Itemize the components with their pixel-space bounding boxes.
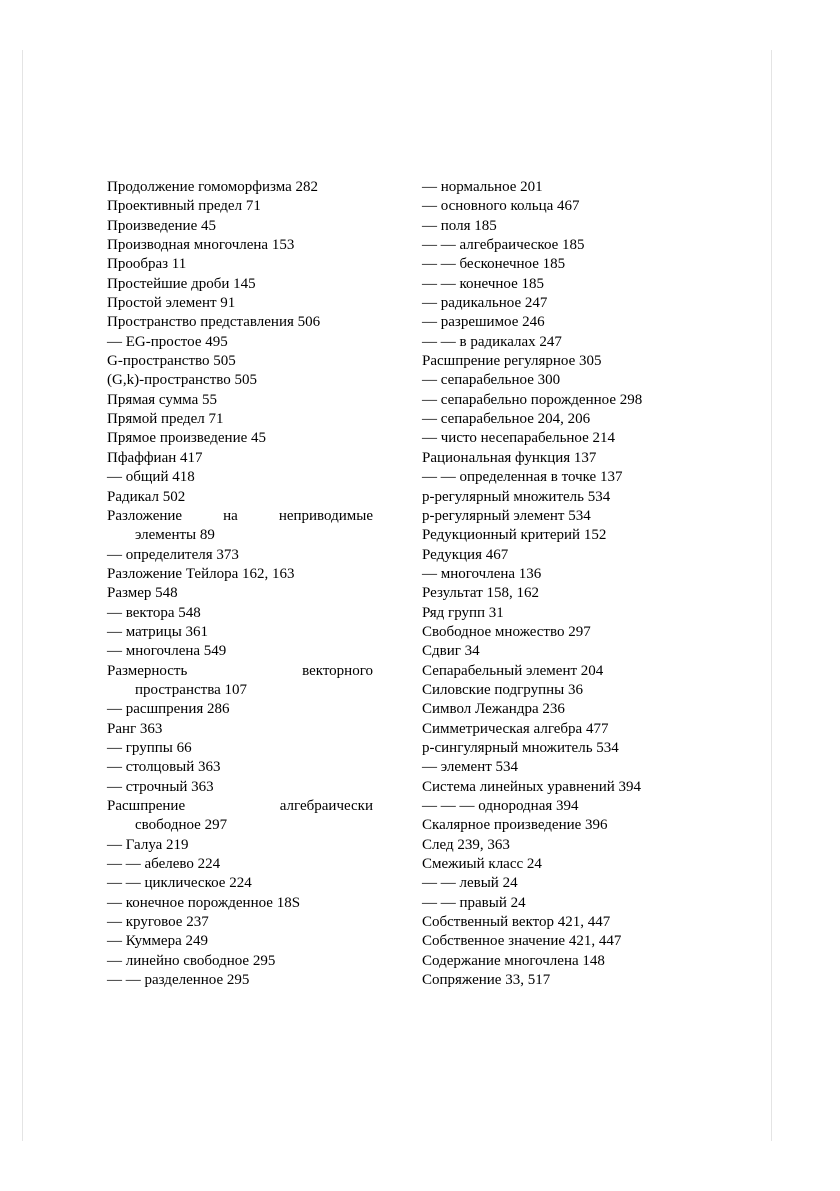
index-entry: Симметрическая алгебра 477	[422, 720, 609, 737]
index-entry: Содержание многочлена 148	[422, 952, 605, 969]
index-entry: — конечное порожденное 18S	[107, 894, 301, 911]
index-entry: Производная многочлена 153	[107, 237, 295, 254]
index-entry: Размерность векторного	[107, 662, 373, 679]
index-entry: — — определенная в точке 137	[422, 469, 623, 486]
index-entry: — матрицы 361	[107, 623, 209, 640]
index-entry: Ряд групп 31	[422, 604, 504, 621]
index-entry: — группы 66	[107, 739, 192, 756]
index-entry: Собственное значение 421, 447	[422, 933, 622, 950]
index-entry: Прямой предел 71	[107, 411, 224, 428]
index-entry: Пфаффиан 417	[107, 449, 203, 466]
index-entry: Проективный предел 71	[107, 198, 261, 215]
index-entry: — сепарабельно порожденное 298	[422, 391, 643, 408]
index-entry: p-регулярный элемент 534	[422, 507, 591, 524]
index-entry: Редукция 467	[422, 546, 509, 563]
index-entry: — Галуа 219	[107, 836, 189, 853]
index-entry: — — конечное 185	[422, 275, 544, 292]
index-entry: (G,k)-пространство 505	[107, 372, 257, 389]
index-entry: Скалярное произведение 396	[422, 817, 608, 834]
index-entry-continuation: элементы 89	[135, 527, 215, 544]
index-entry: — столцовый 363	[107, 759, 221, 776]
index-entry: — чисто несепарабельное 214	[422, 430, 616, 447]
index-entry: Смежиый класс 24	[422, 856, 542, 873]
index-entry: — основного кольца 467	[422, 198, 580, 215]
index-entry: — линейно свободное 295	[107, 952, 276, 969]
index-entry: Прообраз 11	[107, 256, 187, 273]
index-entry: Произведение 45	[107, 217, 216, 234]
index-entry: G-пространство 505	[107, 353, 236, 370]
index-entry: Радикал 502	[107, 488, 186, 505]
index-entry: — — абелево 224	[107, 856, 221, 873]
index-entry: — расшпрения 286	[107, 701, 230, 718]
index-entry: Силовские подгрупны 36	[422, 681, 583, 698]
index-entry: — вектора 548	[107, 604, 201, 621]
index-entry: — — разделенное 295	[107, 972, 250, 989]
index-entry: Расшпрение алгебраически	[107, 798, 373, 814]
index-entry: Ранг 363	[107, 720, 163, 737]
index-entry: Рациональная функция 137	[422, 449, 597, 466]
index-entry: — многочлена 136	[422, 565, 542, 582]
index-entry: — сепарабельное 204, 206	[422, 411, 591, 428]
index-entry: — Куммера 249	[107, 933, 208, 950]
index-entry: Прямая сумма 55	[107, 391, 217, 408]
index-entry: — общий 418	[107, 469, 195, 486]
index-column-left	[107, 178, 373, 990]
index-entry: — — алгебраическое 185	[422, 237, 585, 254]
index-column-right	[422, 178, 692, 990]
index-entry: Свободное множество 297	[422, 623, 591, 640]
index-entry: p-сингулярный множитель 534	[422, 739, 619, 756]
index-entry: — многочлена 549	[107, 643, 227, 660]
index-entry: — определителя 373	[107, 546, 239, 563]
index-entry: — элемент 534	[422, 759, 519, 776]
page-edge-left	[22, 50, 23, 1141]
index-entry: — поля 185	[422, 217, 497, 234]
index-entry-continuation: свободное 297	[135, 817, 228, 834]
index-entry: — сепарабельное 300	[422, 372, 561, 389]
index-entry: — радикальное 247	[422, 295, 548, 312]
index-entry: Результат 158, 162	[422, 585, 540, 602]
index-entry: — EG-простое 495	[107, 333, 228, 350]
index-entry: Прямое произведение 45	[107, 430, 267, 447]
index-entry: Расшпрение регулярное 305	[422, 353, 602, 370]
index-entry: — — — однородная 394	[422, 798, 579, 814]
index-entry: Разложение на неприводимые	[107, 507, 373, 524]
index-entry: Сопряжение 33, 517	[422, 972, 551, 989]
index-entry: Система линейных уравнений 394	[422, 778, 642, 795]
page-edge-right	[771, 50, 772, 1141]
index-entry: — круговое 237	[107, 914, 209, 931]
index-entry: — — левый 24	[422, 875, 518, 892]
index-entry: Сепарабельный элемент 204	[422, 662, 604, 679]
index-entry-continuation: пространства 107	[135, 681, 247, 698]
index-entry: Простой элемент 91	[107, 295, 236, 312]
index-entry: Редукционный критерий 152	[422, 527, 607, 544]
index-entry: p-регулярный множитель 534	[422, 488, 611, 505]
index-entry: Продолжение гомоморфизма 282	[107, 179, 319, 195]
index-entry: Размер 548	[107, 585, 178, 602]
index-entry: Пространство представления 506	[107, 314, 321, 331]
index-entry: — — бесконечное 185	[422, 256, 566, 273]
index-entry: — — в радикалах 247	[422, 333, 562, 350]
index-entry: — строчный 363	[107, 778, 214, 795]
index-entry: Собственный вектор 421, 447	[422, 914, 611, 931]
index-entry: — разрешимое 246	[422, 314, 545, 331]
index-entry: — — циклическое 224	[107, 875, 252, 892]
index-entry: След 239, 363	[422, 836, 510, 853]
index-entry: Символ Лежандра 236	[422, 701, 565, 718]
index-entry: Сдвиг 34	[422, 643, 480, 660]
index-entry: — — правый 24	[422, 894, 526, 911]
index-entry: Простейшие дроби 145	[107, 275, 256, 292]
index-entry: — нормальное 201	[422, 179, 543, 195]
index-entry: Разложение Тейлора 162, 163	[107, 565, 295, 582]
